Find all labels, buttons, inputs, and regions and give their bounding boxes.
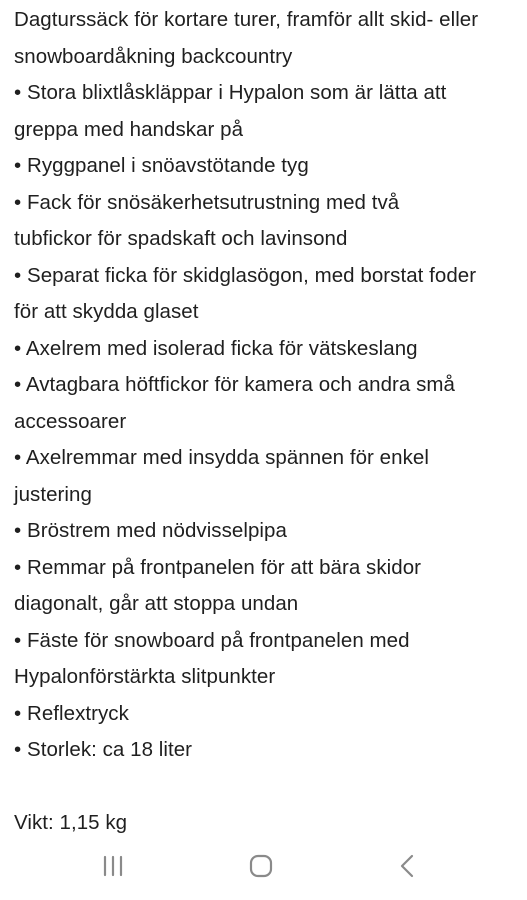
bullet-line: • Axelremmar med insydda spännen för enkel	[14, 446, 429, 469]
home-button[interactable]	[221, 840, 301, 892]
product-description	[14, 2, 519, 842]
bullet-line: • Remmar på frontpanelen för att bära skidor	[14, 555, 422, 579]
bullet-line: accessoarer	[14, 409, 127, 433]
bullet-line: • Separat ficka för skidglasögon, med borstat foder	[14, 263, 477, 287]
back-button[interactable]	[368, 840, 448, 892]
bullet-line: • Stora blixtlåskläppar i Hypalon som är lätta att	[14, 81, 447, 104]
bullet-line: • Axelrem med isolerad ficka för vätskeslang	[14, 336, 418, 360]
bullet-line: diagonalt, går att stoppa undan	[14, 592, 299, 615]
recent-apps-icon	[101, 854, 125, 878]
bullet-line: • Bröstrem med nödvisselpipa	[14, 519, 287, 542]
bullet-line: • Storlek: ca 18 liter	[14, 738, 193, 761]
bullet-line: • Avtagbara höftfickor för kamera och andra små	[14, 373, 456, 396]
bullet-line: • Fäste för snowboard på frontpanelen med	[14, 628, 410, 652]
recent-apps-button[interactable]	[73, 840, 153, 892]
back-icon	[396, 853, 420, 879]
system-navigation-bar	[0, 840, 527, 900]
bullet-line: för att skydda glaset	[14, 300, 199, 323]
bullet-line: tubfickor för spadskaft och lavinsond	[14, 227, 348, 250]
description-line: snowboardåkning backcountry	[14, 44, 293, 68]
bullet-line: • Fack för snösäkerhetsutrustning med två	[14, 190, 400, 214]
bullet-line: Hypalonförstärkta slitpunkter	[14, 665, 276, 688]
spacer	[14, 769, 519, 806]
weight-text: Vikt: 1,15 kg	[14, 811, 128, 834]
bullet-line: • Ryggpanel i snöavstötande tyg	[14, 154, 309, 177]
description-line: Dagturssäck för kortare turer, framför allt skid- eller	[14, 8, 479, 31]
bullet-line: greppa med handskar på	[14, 117, 244, 141]
bullet-line: justering	[14, 482, 92, 506]
home-icon	[248, 853, 274, 879]
bullet-line: • Reflextryck	[14, 701, 129, 725]
